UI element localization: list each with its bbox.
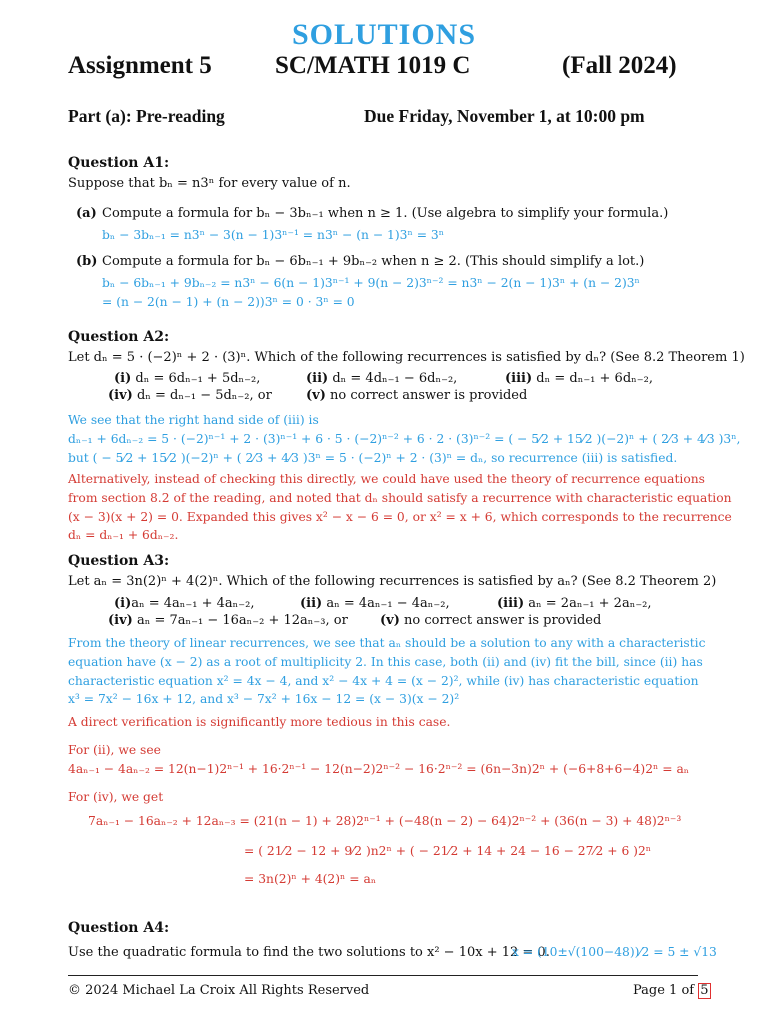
a3-solution-line1: From the theory of linear recurrences, we see that aₙ should be a solution to any with a characteristic: [68, 636, 706, 650]
question-a3-intro: Let aₙ = 3n(2)ⁿ + 4(2)ⁿ. Which of the following recurrences is satisfied by aₙ? (See 8.2 Theorem 2): [68, 574, 717, 589]
a2-alternative-line1: Alternatively, instead of checking this directly, we could have used the theory of recurrence equations: [68, 472, 705, 486]
a3-option-v: (v) no correct answer is provided: [380, 613, 602, 628]
a4-solution: x = (10±√(100−48))⁄2 = 5 ± √13: [512, 945, 717, 959]
part-b-text: Compute a formula for bₙ − 6bₙ₋₁ + 9bₙ₋₂ when n ≥ 2. (This should simplify a lot.): [102, 254, 645, 269]
a3-solution-line3: characteristic equation x² = 4x − 4, and x² − 4x + 4 = (x − 2)², while (iv) has characteristic equation: [68, 674, 699, 688]
course-code: SC/MATH 1019 C: [275, 52, 471, 79]
a3-ii-equation: 4aₙ₋₁ − 4aₙ₋₂ = 12(n−1)2ⁿ⁻¹ + 16·2ⁿ⁻¹ − 12(n−2)2ⁿ⁻² − 16·2ⁿ⁻² = (6n−3n)2ⁿ + (−6+8+6−4)2ⁿ = aₙ: [68, 762, 690, 776]
question-a4-title: Question A4:: [68, 920, 170, 936]
a3-option-iv: (iv) aₙ = 7aₙ₋₁ − 16aₙ₋₂ + 12aₙ₋₃, or: [108, 613, 348, 628]
part-b-solution-line2: = (n − 2(n − 1) + (n − 2))3ⁿ = 0 · 3ⁿ = 0: [102, 295, 355, 309]
question-a3-title: Question A3:: [68, 553, 170, 569]
due-date: Due Friday, November 1, at 10:00 pm: [364, 106, 645, 126]
a3-for-ii-label: For (ii), we see: [68, 743, 161, 757]
a2-option-iv: (iv) dₙ = dₙ₋₁ − 5dₙ₋₂, or: [108, 388, 272, 403]
a2-alternative-line3: (x − 3)(x + 2) = 0. Expanded this gives x² − x − 6 = 0, or x² = x + 6, which corresponds to the recurrence: [68, 510, 732, 524]
question-a4-text: Use the quadratic formula to find the two solutions to x² − 10x + 12 = 0.: [68, 945, 550, 960]
part-a-solution: bₙ − 3bₙ₋₁ = n3ⁿ − 3(n − 1)3ⁿ⁻¹ = n3ⁿ − (n − 1)3ⁿ = 3ⁿ: [102, 228, 445, 242]
solutions-title: SOLUTIONS: [291, 18, 477, 51]
footer-copyright: © 2024 Michael La Croix All Rights Reserved: [68, 983, 370, 998]
part-b-solution-line1: bₙ − 6bₙ₋₁ + 9bₙ₋₂ = n3ⁿ − 6(n − 1)3ⁿ⁻¹ + 9(n − 2)3ⁿ⁻² = n3ⁿ − 2(n − 1)3ⁿ + (n − 2)3ⁿ: [102, 276, 640, 290]
a2-option-v: (v) no correct answer is provided: [306, 388, 528, 403]
total-pages-link[interactable]: 5: [700, 983, 709, 998]
footer-page-number: [633, 983, 711, 999]
part-a-text: Compute a formula for bₙ − 3bₙ₋₁ when n ≥ 1. (Use algebra to simplify your formula.): [102, 206, 669, 221]
a3-iv-equation-line3: = 3n(2)ⁿ + 4(2)ⁿ = aₙ: [244, 872, 377, 886]
page-prefix: Page 1 of: [633, 983, 699, 998]
a3-direct-note: A direct verification is significantly more tedious in this case.: [68, 715, 451, 729]
a3-solution-line4: x³ = 7x² − 16x + 12, and x³ − 7x² + 16x − 12 = (x − 3)(x − 2)²: [68, 692, 460, 706]
part-b-label: (b): [76, 254, 98, 269]
a2-option-ii: (ii) dₙ = 4dₙ₋₁ − 6dₙ₋₂,: [306, 371, 458, 386]
footer-rule: [68, 975, 698, 976]
a2-alternative-line4: dₙ = dₙ₋₁ + 6dₙ₋₂.: [68, 528, 179, 542]
a2-option-i: (i) dₙ = 6dₙ₋₁ + 5dₙ₋₂,: [114, 371, 261, 386]
a2-solution-line3: but ( − 5⁄2 + 15⁄2 )(−2)ⁿ + ( 2⁄3 + 4⁄3 )3ⁿ = 5 · (−2)ⁿ + 2 · (3)ⁿ = dₙ, so recurrence (iii) is satisfied.: [68, 451, 678, 465]
a3-iv-equation-line1: 7aₙ₋₁ − 16aₙ₋₂ + 12aₙ₋₃ = (21(n − 1) + 28)2ⁿ⁻¹ + (−48(n − 2) − 64)2ⁿ⁻² + (36(n − 3) + 48)2ⁿ⁻³: [88, 814, 682, 828]
a2-option-iii: (iii) dₙ = dₙ₋₁ + 6dₙ₋₂,: [505, 371, 653, 386]
part-heading: Part (a): Pre-reading: [68, 106, 225, 126]
a3-option-i: (i)aₙ = 4aₙ₋₁ + 4aₙ₋₂,: [114, 596, 255, 611]
a2-solution-line2: dₙ₋₁ + 6dₙ₋₂ = 5 · (−2)ⁿ⁻¹ + 2 · (3)ⁿ⁻¹ + 6 · 5 · (−2)ⁿ⁻² + 6 · 2 · (3)ⁿ⁻² = ( − 5⁄2 + 15⁄2 )(−2)ⁿ + ( 2⁄3 + 4⁄3 )3ⁿ,: [68, 432, 741, 446]
a2-alternative-line2: from section 8.2 of the reading, and noted that dₙ should satisfy a recurrence with characteristic equation: [68, 491, 732, 505]
question-a2-intro: Let dₙ = 5 · (−2)ⁿ + 2 · (3)ⁿ. Which of the following recurrences is satisfied by dₙ? (See 8.2 Theorem 1): [68, 350, 745, 365]
question-a2-title: Question A2:: [68, 329, 170, 345]
a3-iv-equation-line2: = ( 21⁄2 − 12 + 9⁄2 )n2ⁿ + ( − 21⁄2 + 14 + 24 − 16 − 27⁄2 + 6 )2ⁿ: [244, 844, 652, 858]
a3-for-iv-label: For (iv), we get: [68, 790, 164, 804]
part-a-label: (a): [76, 206, 97, 221]
term: (Fall 2024): [562, 52, 677, 79]
question-a1-intro: Suppose that bₙ = n3ⁿ for every value of n.: [68, 176, 351, 191]
question-a1-title: Question A1:: [68, 155, 170, 171]
a3-option-ii: (ii) aₙ = 4aₙ₋₁ − 4aₙ₋₂,: [300, 596, 450, 611]
a3-solution-line2: equation have (x − 2) as a root of multiplicity 2. In this case, both (ii) and (iv) fit the bill, since (ii) has: [68, 655, 703, 669]
assignment-title: Assignment 5: [68, 52, 212, 79]
a3-option-iii: (iii) aₙ = 2aₙ₋₁ + 2aₙ₋₂,: [497, 596, 652, 611]
a2-solution-line1: We see that the right hand side of (iii) is: [68, 413, 319, 427]
